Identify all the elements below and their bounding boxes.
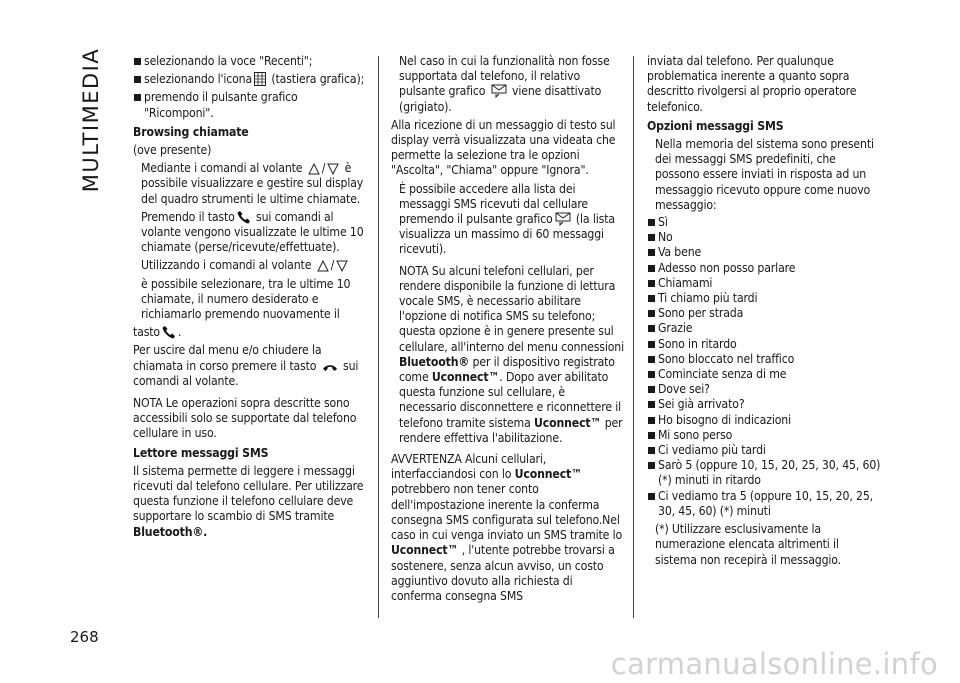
nota-sms-text-4: per rendere effettiva l'abilitazione. — [399, 415, 623, 445]
triangle-up-icon — [317, 260, 329, 272]
slash-1: / — [321, 161, 326, 176]
paragraph-utilizzando — [133, 258, 368, 273]
heading-lettore-sms: Lettore messaggi SMS — [133, 445, 269, 460]
nota-sms-text: NOTA Su alcuni telefoni cellulari, per rendere disponibile la funzione di lettura vocale SMS, è necessario abilitare l'opzione di notifica SMS su telefono; questa opzione è in genere presente sul cellulare, all'interno del menu connessioni — [399, 263, 624, 354]
paragraph-uscire — [133, 343, 368, 389]
paragraph-ricezione: Alla ricezione di un messaggio di testo sul display verrà visualizzata una videata che permette la selezione tra le opzioni "Ascolta", "Chiama" oppure "Ignora". — [391, 117, 616, 178]
funzionalita-text-end: viene disattivato (grigiato). — [399, 84, 602, 114]
bullet-icona-suffix: (tastiera grafica); — [271, 72, 365, 87]
lista-sms-text-end: (la lista visualizza un massimo di 60 messaggi ricevuti). — [399, 212, 615, 257]
nota-sms-text-2: per il dispositivo registrato come — [399, 354, 615, 385]
phone-icon — [162, 325, 176, 339]
page-number: 268 — [70, 628, 99, 646]
list-item: Sarò 5 (oppure 10, 15, 20, 25, 30, 45, 60) (*) minuti in ritardo — [647, 458, 883, 488]
triangle-down-icon — [336, 260, 348, 272]
bullet-recenti: selezionando la voce "Recenti"; — [133, 54, 368, 69]
sms-icon — [555, 212, 571, 226]
slash-2: / — [330, 258, 335, 273]
hang-up-icon — [322, 363, 338, 373]
paragraph-memoria: Nella memoria del sistema sono presenti dei messaggi SMS predefiniti, che possono essere inviati in risposta ad un messaggio ricevuto oppure come nuovo messaggio: — [655, 137, 874, 212]
uconnect-term: Uconnect™ — [514, 467, 582, 482]
nota-sms-text-3: . Dopo aver abilitato questa funzione sul cellulare, è necessario disconnettere e riconnettere il telefono tramite sistema — [399, 370, 622, 430]
sms-icon — [491, 84, 507, 98]
paragraph-premendo — [133, 210, 368, 256]
sms-options-list — [647, 215, 883, 519]
paragraph-inviata: inviata dal telefono. Per qualunque problematica inerente a quanto sopra descritto rivolgersi al proprio operatore telefonico. — [647, 54, 857, 114]
tasto-period: . — [177, 325, 182, 340]
uscire-text: Per uscire dal menu e/o chiudere la chiamata in corso premere il tasto — [133, 343, 322, 373]
uconnect-term: Uconnect™ — [391, 543, 459, 558]
list-item: Sono in ritardo — [647, 337, 883, 352]
triangle-up-icon — [308, 163, 320, 175]
mediante-text: Mediante i comandi al volante — [141, 161, 303, 176]
tasto-text: tasto — [133, 325, 160, 340]
paragraph-footnote: (*) Utilizzare esclusivamente la numerazione elencata altrimenti il sistema non recepirà il messaggio. — [655, 522, 841, 567]
list-item: Grazie — [647, 321, 883, 336]
phone-icon — [237, 210, 251, 224]
column-1 — [133, 54, 368, 543]
paragraph-funzionalita — [391, 54, 625, 115]
list-item: Sono bloccato nel traffico — [647, 352, 883, 367]
list-item: Ci vediamo tra 5 (oppure 10, 15, 20, 25, 30, 45, 60) (*) minuti — [647, 489, 883, 519]
heading-browsing-chiamate: Browsing chiamate — [133, 124, 249, 139]
list-item: Sei già arrivato? — [647, 397, 883, 412]
selezionare-text: è possibile selezionare, tra le ultime 10 chiamate, il numero desiderato e richiamarlo premendo nuovamente il — [141, 276, 351, 322]
sistema-text: Il sistema permette di leggere i messaggi ricevuti dal telefono cellulare. Per utilizzare questa funzione il telefono cellulare deve supportare lo scambio di SMS tramite — [133, 463, 364, 524]
paragraph-lista-sms — [391, 182, 625, 258]
section-title — [78, 47, 104, 193]
avvertenza-text: AVVERTENZA Alcuni cellulari, interfacciandosi con lo — [391, 452, 547, 482]
mediante-text-end: è possibile visualizzare e gestire sul display del quadro strumenti le ultime chiamate. — [141, 161, 364, 206]
list-item: Adesso non posso parlare — [647, 261, 883, 276]
watermark: carmanualsonline.info — [610, 647, 938, 681]
list-item: Dove sei? — [647, 382, 883, 397]
column-2 — [391, 54, 625, 607]
list-item: Sono per strada — [647, 306, 883, 321]
uconnect-term: Uconnect™ — [431, 370, 500, 385]
avvertenza-text-2: potrebbero non tener conto dell'impostazione inerente la conferma consegna SMS configurata sul telefono.Nel caso in cui venga inviato un SMS tramite lo — [391, 482, 623, 543]
premendo-text: Premendo il tasto — [141, 209, 235, 224]
bullet-ricomponi: premendo il pulsante grafico "Ricomponi". — [133, 90, 368, 120]
triangle-down-icon — [327, 163, 339, 175]
list-item: Mi sono perso — [647, 428, 883, 443]
uconnect-term: Uconnect™ — [533, 415, 602, 430]
bluetooth-term: Bluetooth® — [399, 354, 470, 369]
column-divider-2 — [633, 56, 634, 618]
list-item: Ho bisogno di indicazioni — [647, 413, 883, 428]
paragraph-sistema — [133, 464, 368, 540]
list-item: Cominciate senza di me — [647, 367, 883, 382]
list-item: Sì — [647, 215, 883, 230]
paragraph-selezionare — [133, 277, 368, 323]
paragraph-nota: NOTA Le operazioni sopra descritte sono accessibili solo se supportate dal telefono cellulare in uso. — [133, 396, 357, 441]
list-item: No — [647, 230, 883, 245]
paragraph-nota-sms — [391, 264, 625, 446]
list-item: Ti chiamo più tardi — [647, 291, 883, 306]
bullet-icona-text: selezionando l'icona — [144, 72, 253, 87]
avvertenza-text-3: , l'utente potrebbe trovarsi a sostenere, senza alcun avviso, un costo aggiuntivo dovuto alla richiesta di conferma consegna SMS — [391, 543, 615, 603]
list-item: Chiamami — [647, 276, 883, 291]
utilizzando-text: Utilizzando i comandi al volante — [141, 258, 312, 273]
paragraph-avvertenza — [391, 452, 625, 604]
list-item: Ci vediamo più tardi — [647, 443, 883, 458]
bluetooth-term: Bluetooth®. — [133, 524, 208, 539]
heading-opzioni-sms: Opzioni messaggi SMS — [647, 118, 784, 133]
optional-note: (ove presente) — [133, 143, 212, 158]
section-title-text: MULTIMEDIA — [79, 47, 103, 193]
uscire-text-end: sui comandi al volante. — [133, 358, 359, 388]
keypad-icon — [254, 72, 266, 86]
premendo-text-end: sui comandi al volante vengono visualizzate le ultime 10 chiamate (perse/ricevute/effettuate). — [141, 209, 364, 255]
paragraph-tasto — [133, 325, 368, 340]
funzionalita-text: Nel caso in cui la funzionalità non fosse supportata dal telefono, il relativo pulsante grafico — [399, 54, 610, 99]
column-divider-1 — [378, 56, 379, 618]
lista-sms-text: È possibile accedere alla lista dei messaggi SMS ricevuti dal cellulare premendo il pulsante grafico — [399, 181, 589, 227]
paragraph-mediante — [133, 161, 368, 207]
column-3 — [647, 54, 883, 571]
bullet-icona — [133, 72, 368, 87]
list-item: Va bene — [647, 245, 883, 260]
